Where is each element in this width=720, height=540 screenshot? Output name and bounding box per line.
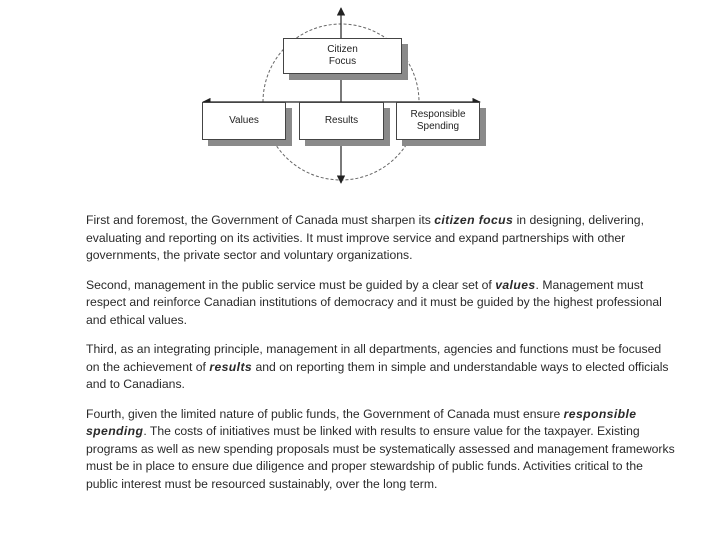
- responsible-spending-box: Responsible Spending: [396, 102, 480, 140]
- emphasis-responsible-spending: responsible spending: [86, 406, 637, 438]
- paragraph-values: Second, management in the public service must be guided by a clear set of values. Management must respect and reinforce Canadian institutions of democracy and it must be guided by the highest professional and ethical values.: [86, 277, 662, 327]
- values-box: Values: [202, 102, 286, 140]
- citizen-focus-box: Citizen Focus: [283, 38, 402, 74]
- diagram-lines: [0, 0, 720, 200]
- management-framework-diagram: [0, 0, 720, 200]
- paragraph-responsible-spending: Fourth, given the limited nature of public funds, the Government of Canada must ensure responsible spending. The costs of initiatives must be linked with results to ensure value for the taxpayer. Existing programs as well as new spending proposals must be systematically assessed and management frameworks must be in place to ensure due diligence and proper stewardship of public funds. Activities critical to the public interest must be resourced sustainably, over the long term.: [86, 406, 675, 491]
- paragraph-citizen-focus: First and foremost, the Government of Canada must sharpen its citizen focus in designing, delivering, evaluating and reporting on its activities. It must improve service and expand partnerships with other governments, the private sector and voluntary organizations.: [86, 213, 644, 262]
- emphasis-citizen-focus: citizen focus: [434, 213, 514, 227]
- emphasis-values: values: [495, 277, 536, 292]
- paragraph-results: Third, as an integrating principle, management in all departments, agencies and functions must be focused on the achievement of results and on reporting them in simple and understandable ways to elected officials and to Canadians.: [86, 342, 669, 391]
- results-box: Results: [299, 102, 384, 140]
- body-text: [86, 212, 676, 493]
- emphasis-results: results: [209, 359, 253, 374]
